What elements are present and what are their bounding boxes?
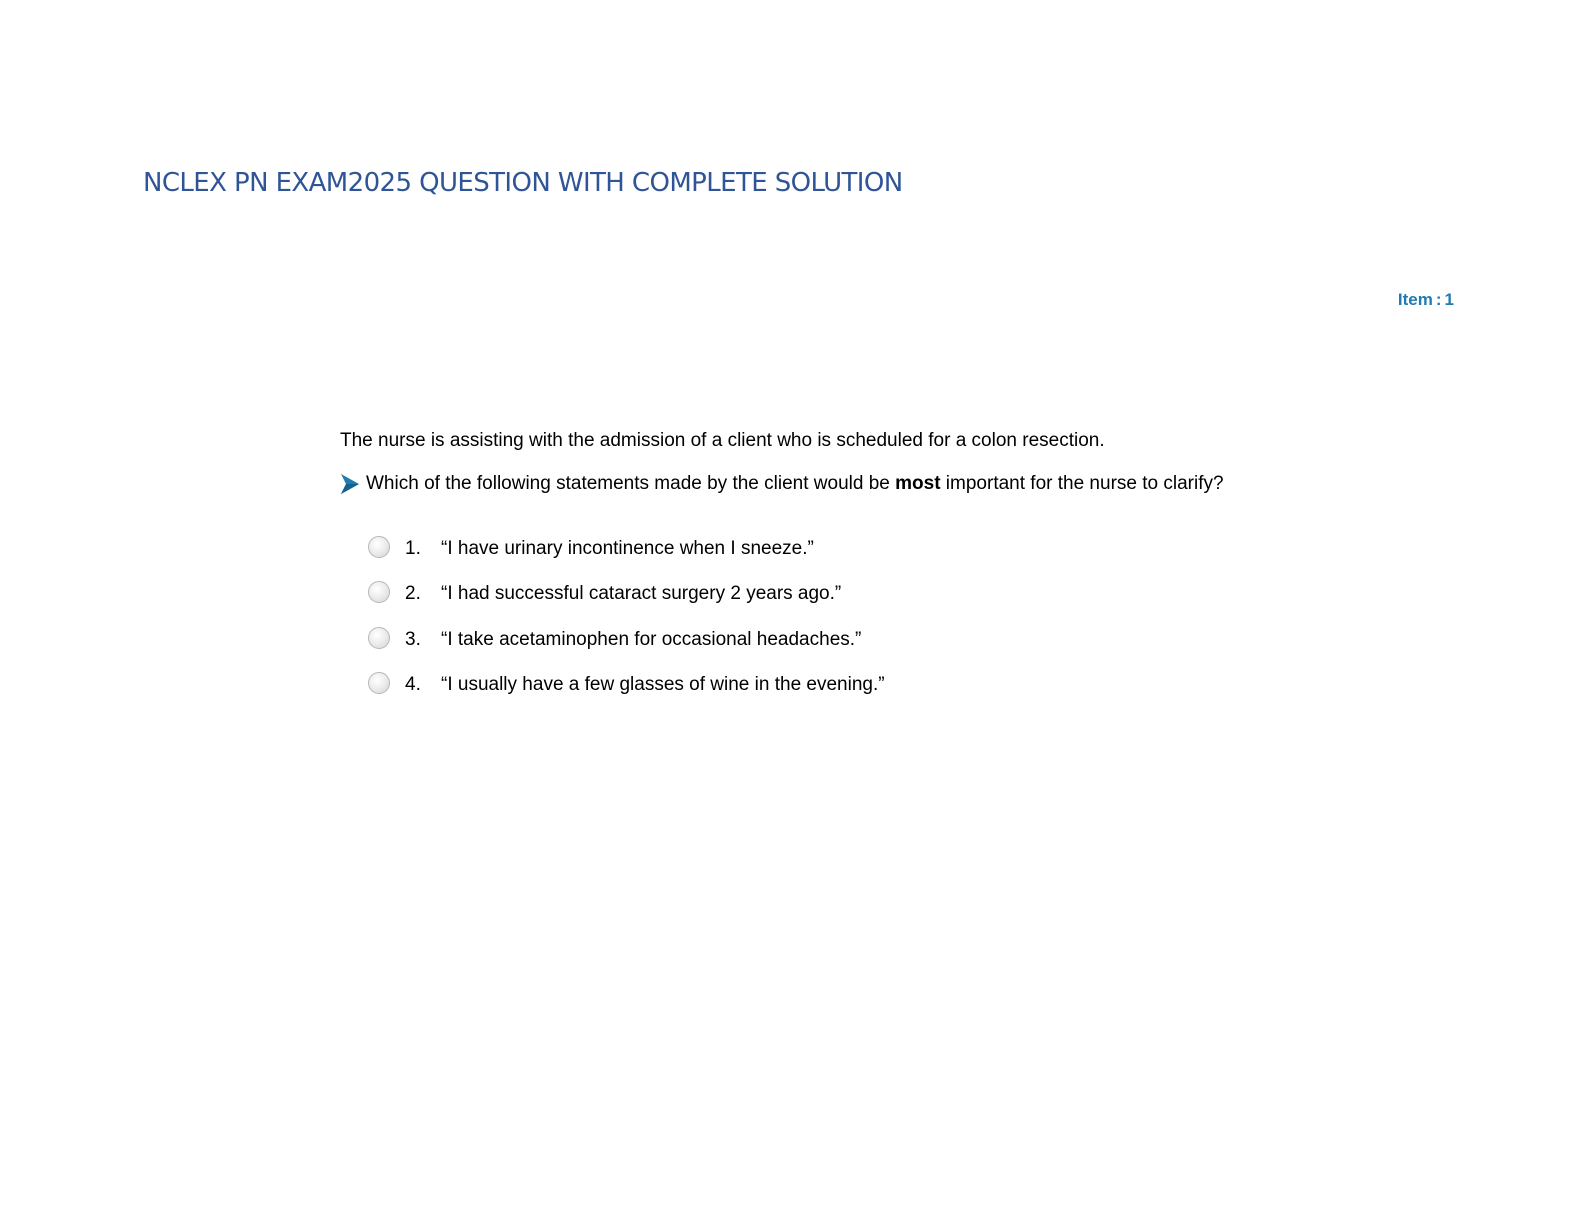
question-stem: The nurse is assisting with the admission of a client who is scheduled for a colon resection.	[340, 430, 1105, 451]
item-separator: :	[1435, 290, 1442, 309]
answer-option-1[interactable]	[368, 526, 885, 572]
prompt-text	[366, 473, 1224, 495]
prompt-text-after: important for the nurse to clarify?	[940, 473, 1224, 494]
prompt-text-before: Which of the following statements made by the client would be	[366, 473, 896, 494]
arrow-pointer-icon	[340, 473, 360, 495]
answer-options	[368, 526, 885, 708]
option-number: 4.	[405, 674, 421, 696]
radio-button[interactable]	[368, 627, 390, 649]
option-text: “I usually have a few glasses of wine in the evening.”	[441, 674, 885, 696]
item-number: 1	[1444, 290, 1454, 309]
radio-button[interactable]	[368, 581, 390, 603]
option-number: 3.	[405, 628, 421, 650]
item-counter	[1398, 290, 1454, 310]
answer-option-2[interactable]	[368, 572, 885, 618]
option-text: “I have urinary incontinence when I sneeze.”	[441, 537, 814, 559]
document-title: NCLEX PN EXAM2025 QUESTION WITH COMPLETE SOLUTION	[143, 168, 903, 198]
radio-button[interactable]	[368, 672, 390, 694]
prompt-emphasis: most	[895, 473, 941, 494]
question-prompt	[340, 473, 1224, 495]
option-number: 1.	[405, 537, 421, 559]
answer-option-3[interactable]	[368, 617, 885, 663]
item-label-text: Item	[1397, 290, 1433, 309]
option-text: “I take acetaminophen for occasional headaches.”	[441, 628, 862, 650]
option-text: “I had successful cataract surgery 2 years ago.”	[441, 583, 842, 605]
radio-button[interactable]	[368, 536, 390, 558]
answer-option-4[interactable]	[368, 663, 885, 709]
option-number: 2.	[405, 583, 421, 605]
